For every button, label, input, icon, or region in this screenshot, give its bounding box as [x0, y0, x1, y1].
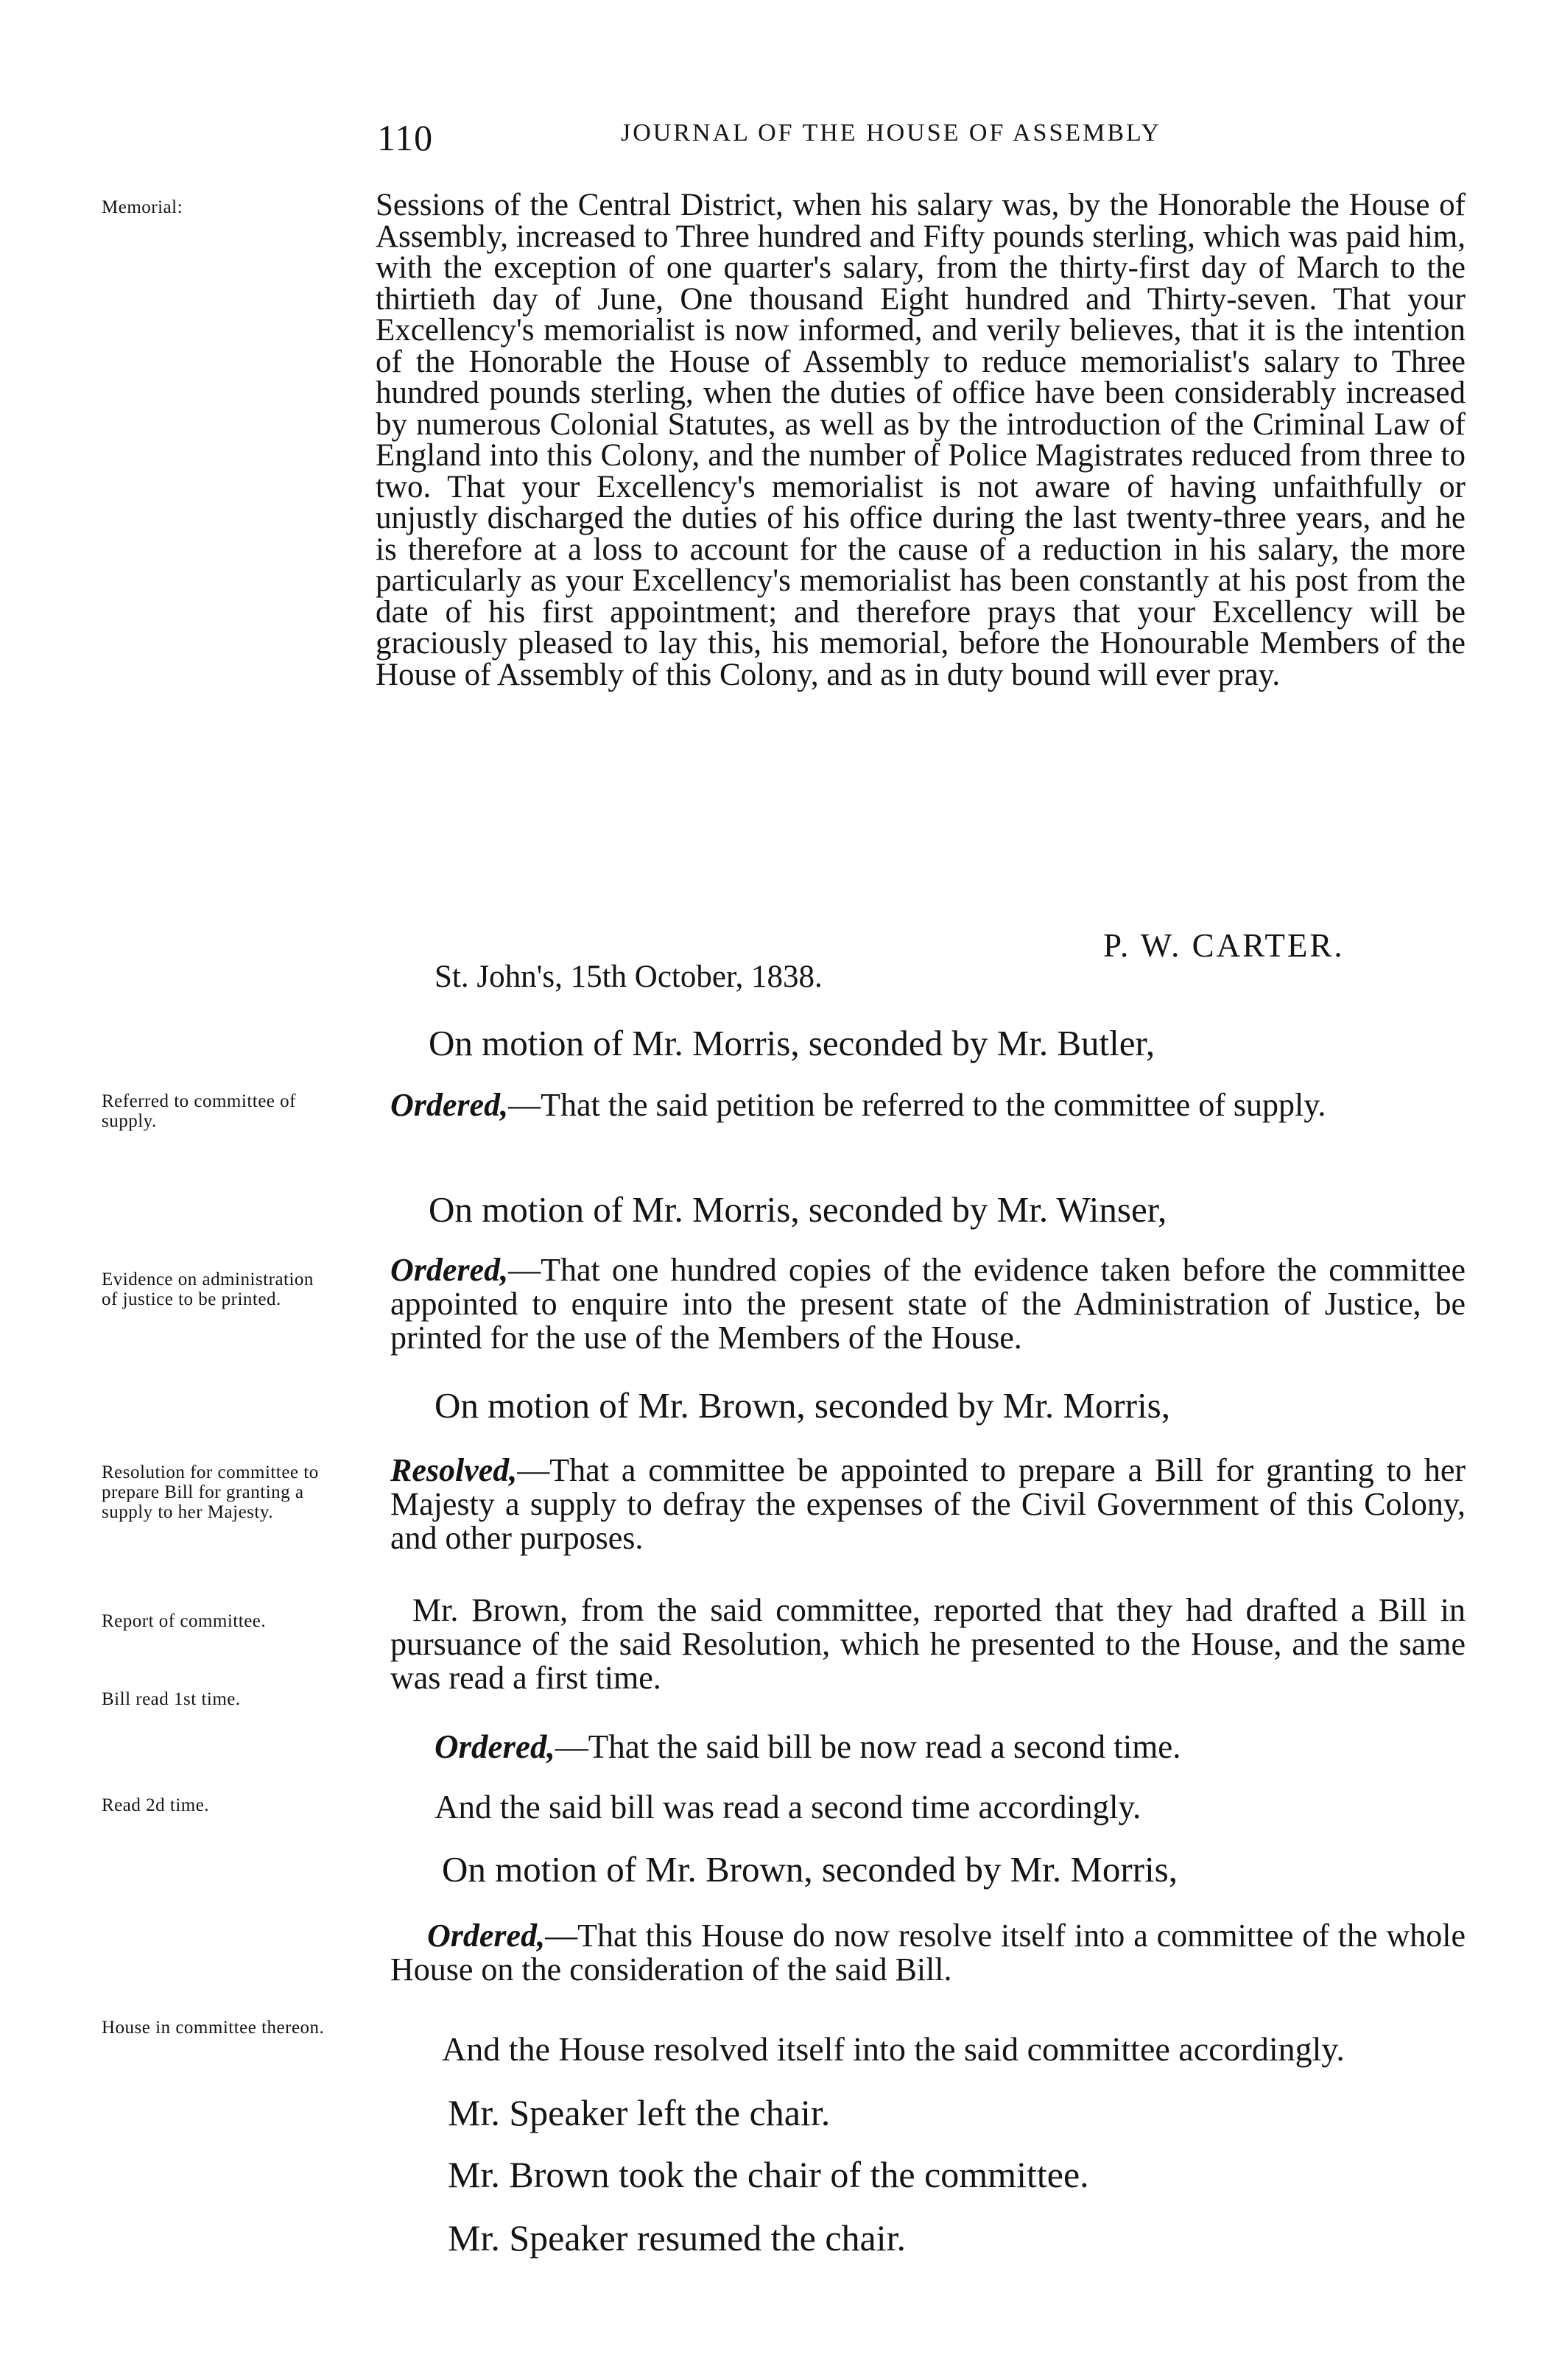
memorial-paragraph: Sessions of the Central District, when his salary was, by the Honorable the House of Assembly, increased to Three hundred and Fifty pounds sterling, which was paid him, with the exception of one quarter's salary, from the thirty-first day of March to the thirtieth day of June, One thousand Eight hundred and Thirty-seven. That your Excellency's memorialist is now informed, and verily believes, that it is the intention of the Honorable the House of Assembly to reduce memorialist's salary to Three hundred pounds sterling, when the duties of office have been considerably increased by numerous Colonial Statutes, as well as by the introduction of the Criminal Law of England into this Colony, and the number of Police Magistrates reduced from three to two. That your Excellency's memorialist is not aware of having unfaithfully or unjustly discharged the duties of his office during the last twenty-three years, and he is therefore at a loss to account for the cause of a reduction in his salary, the more particularly as your Excellency's memorialist has been constantly at his post from the date of his first appointment; and therefore prays that your Excellency will be graciously pleased to lay this, his memorial, before the Honourable Members of the House of Assembly of this Colony, and as in duty bound will ever pray. [376, 188, 1466, 692]
order-lead: Ordered, [390, 1087, 509, 1123]
second-reading-line: And the said bill was read a second time accordingly. [435, 1789, 1141, 1826]
margin-note-referred: Referred to committee of supply. [102, 1091, 296, 1131]
order-text: —That one hundred copies of the evidence taken before the committee appointed to enquire into the present state of the Administration of Justice, be printed for the use of the Members of the House. [390, 1252, 1466, 1356]
motion-line: On motion of Mr. Brown, seconded by Mr. Morris, [442, 1849, 1178, 1890]
date-line: St. John's, 15th October, 1838. [435, 960, 823, 994]
page-number: 110 [377, 117, 434, 158]
order-text: —That the said bill be now read a second time. [555, 1728, 1181, 1765]
margin-note-house-in-committee: House in committee thereon. [102, 2018, 325, 2038]
order-text: —That this House do now resolve itself into a committee of the whole House on the consideration of the said Bill. [390, 1918, 1466, 1988]
margin-note-resolution: Resolution for committee to prepare Bill for granting a supply to her Majesty. [102, 1462, 319, 1522]
signature: P. W. CARTER. [1103, 927, 1345, 964]
resolved-lead: Resolved, [390, 1452, 518, 1488]
motion-line: On motion of Mr. Morris, seconded by Mr. Winser, [429, 1189, 1167, 1230]
order-entry [435, 1728, 1181, 1766]
order-entry [390, 1088, 1466, 1122]
margin-note-first-reading: Bill read 1st time. [102, 1689, 241, 1709]
report-paragraph: Mr. Brown, from the said committee, reported that they had drafted a Bill in pursuance of the said Resolution, which he presented to the House, and the same was read a first time. [390, 1592, 1466, 1696]
margin-note-memorial: Memorial: [102, 197, 183, 217]
speaker-resumed-line: Mr. Speaker resumed the chair. [448, 2217, 907, 2258]
margin-note-evidence: Evidence on administration of justice to be printed. [102, 1270, 314, 1309]
order-entry [390, 1919, 1466, 1987]
margin-note-second-reading: Read 2d time. [102, 1795, 210, 1815]
order-text: —That the said petition be referred to the committee of supply. [508, 1087, 1326, 1123]
resolved-entry [390, 1454, 1466, 1555]
order-lead: Ordered, [390, 1252, 509, 1288]
resolved-text: —That a committee be appointed to prepare a Bill for granting to her Majesty a supply to defray the expenses of the Civil Government of this Colony, and other purposes. [390, 1452, 1466, 1556]
running-title: JOURNAL OF THE HOUSE OF ASSEMBLY [621, 119, 1161, 147]
motion-line: On motion of Mr. Morris, seconded by Mr. Butler, [429, 1023, 1155, 1063]
margin-note-report: Report of committee. [102, 1611, 267, 1631]
order-lead: Ordered, [435, 1728, 555, 1765]
order-lead: Ordered, [427, 1918, 546, 1954]
speaker-left-line: Mr. Speaker left the chair. [448, 2092, 831, 2133]
brown-chair-line: Mr. Brown took the chair of the committee. [448, 2154, 1089, 2195]
house-resolved-line: And the House resolved itself into the said committee accordingly. [442, 2030, 1345, 2068]
order-entry [390, 1253, 1466, 1355]
motion-line: On motion of Mr. Brown, seconded by Mr. Morris, [435, 1385, 1170, 1426]
